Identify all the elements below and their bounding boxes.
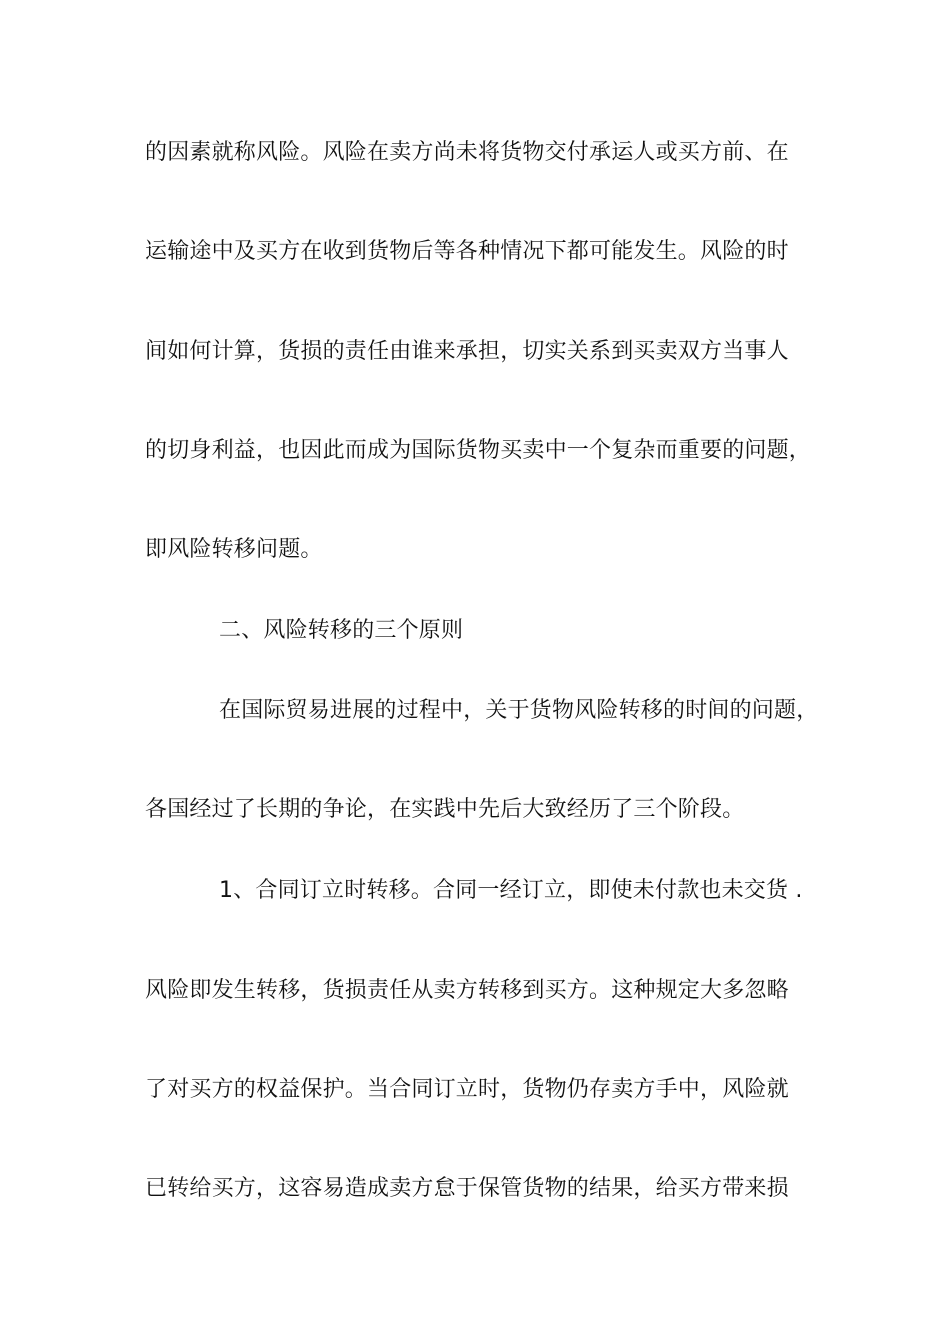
paragraph-line: 已转给买方，这容易造成卖方怠于保管货物的结果，给买方带来损 <box>145 1176 789 1201</box>
paragraph-line: 的切身利益，也因此而成为国际货物买卖中一个复杂而重要的问题， <box>145 438 812 463</box>
paragraph-line: 的因素就称风险。风险在卖方尚未将货物交付承运人或买方前、在 <box>145 140 789 165</box>
paragraph-line: 在国际贸易进展的过程中，关于货物风险转移的时间的问题， <box>219 698 819 723</box>
paragraph-line: 风险即发生转移，货损责任从卖方转移到买方。这种规定大多忽略 <box>145 978 789 1003</box>
paragraph-line: 间如何计算，货损的责任由谁来承担，切实关系到买卖双方当事人 <box>145 339 789 364</box>
section-heading: 二、风险转移的三个原则 <box>219 618 464 643</box>
paragraph-line: 各国经过了长期的争论，在实践中先后大致经历了三个阶段。 <box>145 797 745 822</box>
list-item-line: 1、合同订立时转移。合同一经订立，即使未付款也未交货 . <box>219 878 803 903</box>
paragraph-line: 了对买方的权益保护。当合同订立时，货物仍存卖方手中，风险就 <box>145 1077 789 1102</box>
paragraph-line: 即风险转移问题。 <box>145 537 323 562</box>
paragraph-line: 运输途中及买方在收到货物后等各种情况下都可能发生。风险的时 <box>145 239 789 264</box>
